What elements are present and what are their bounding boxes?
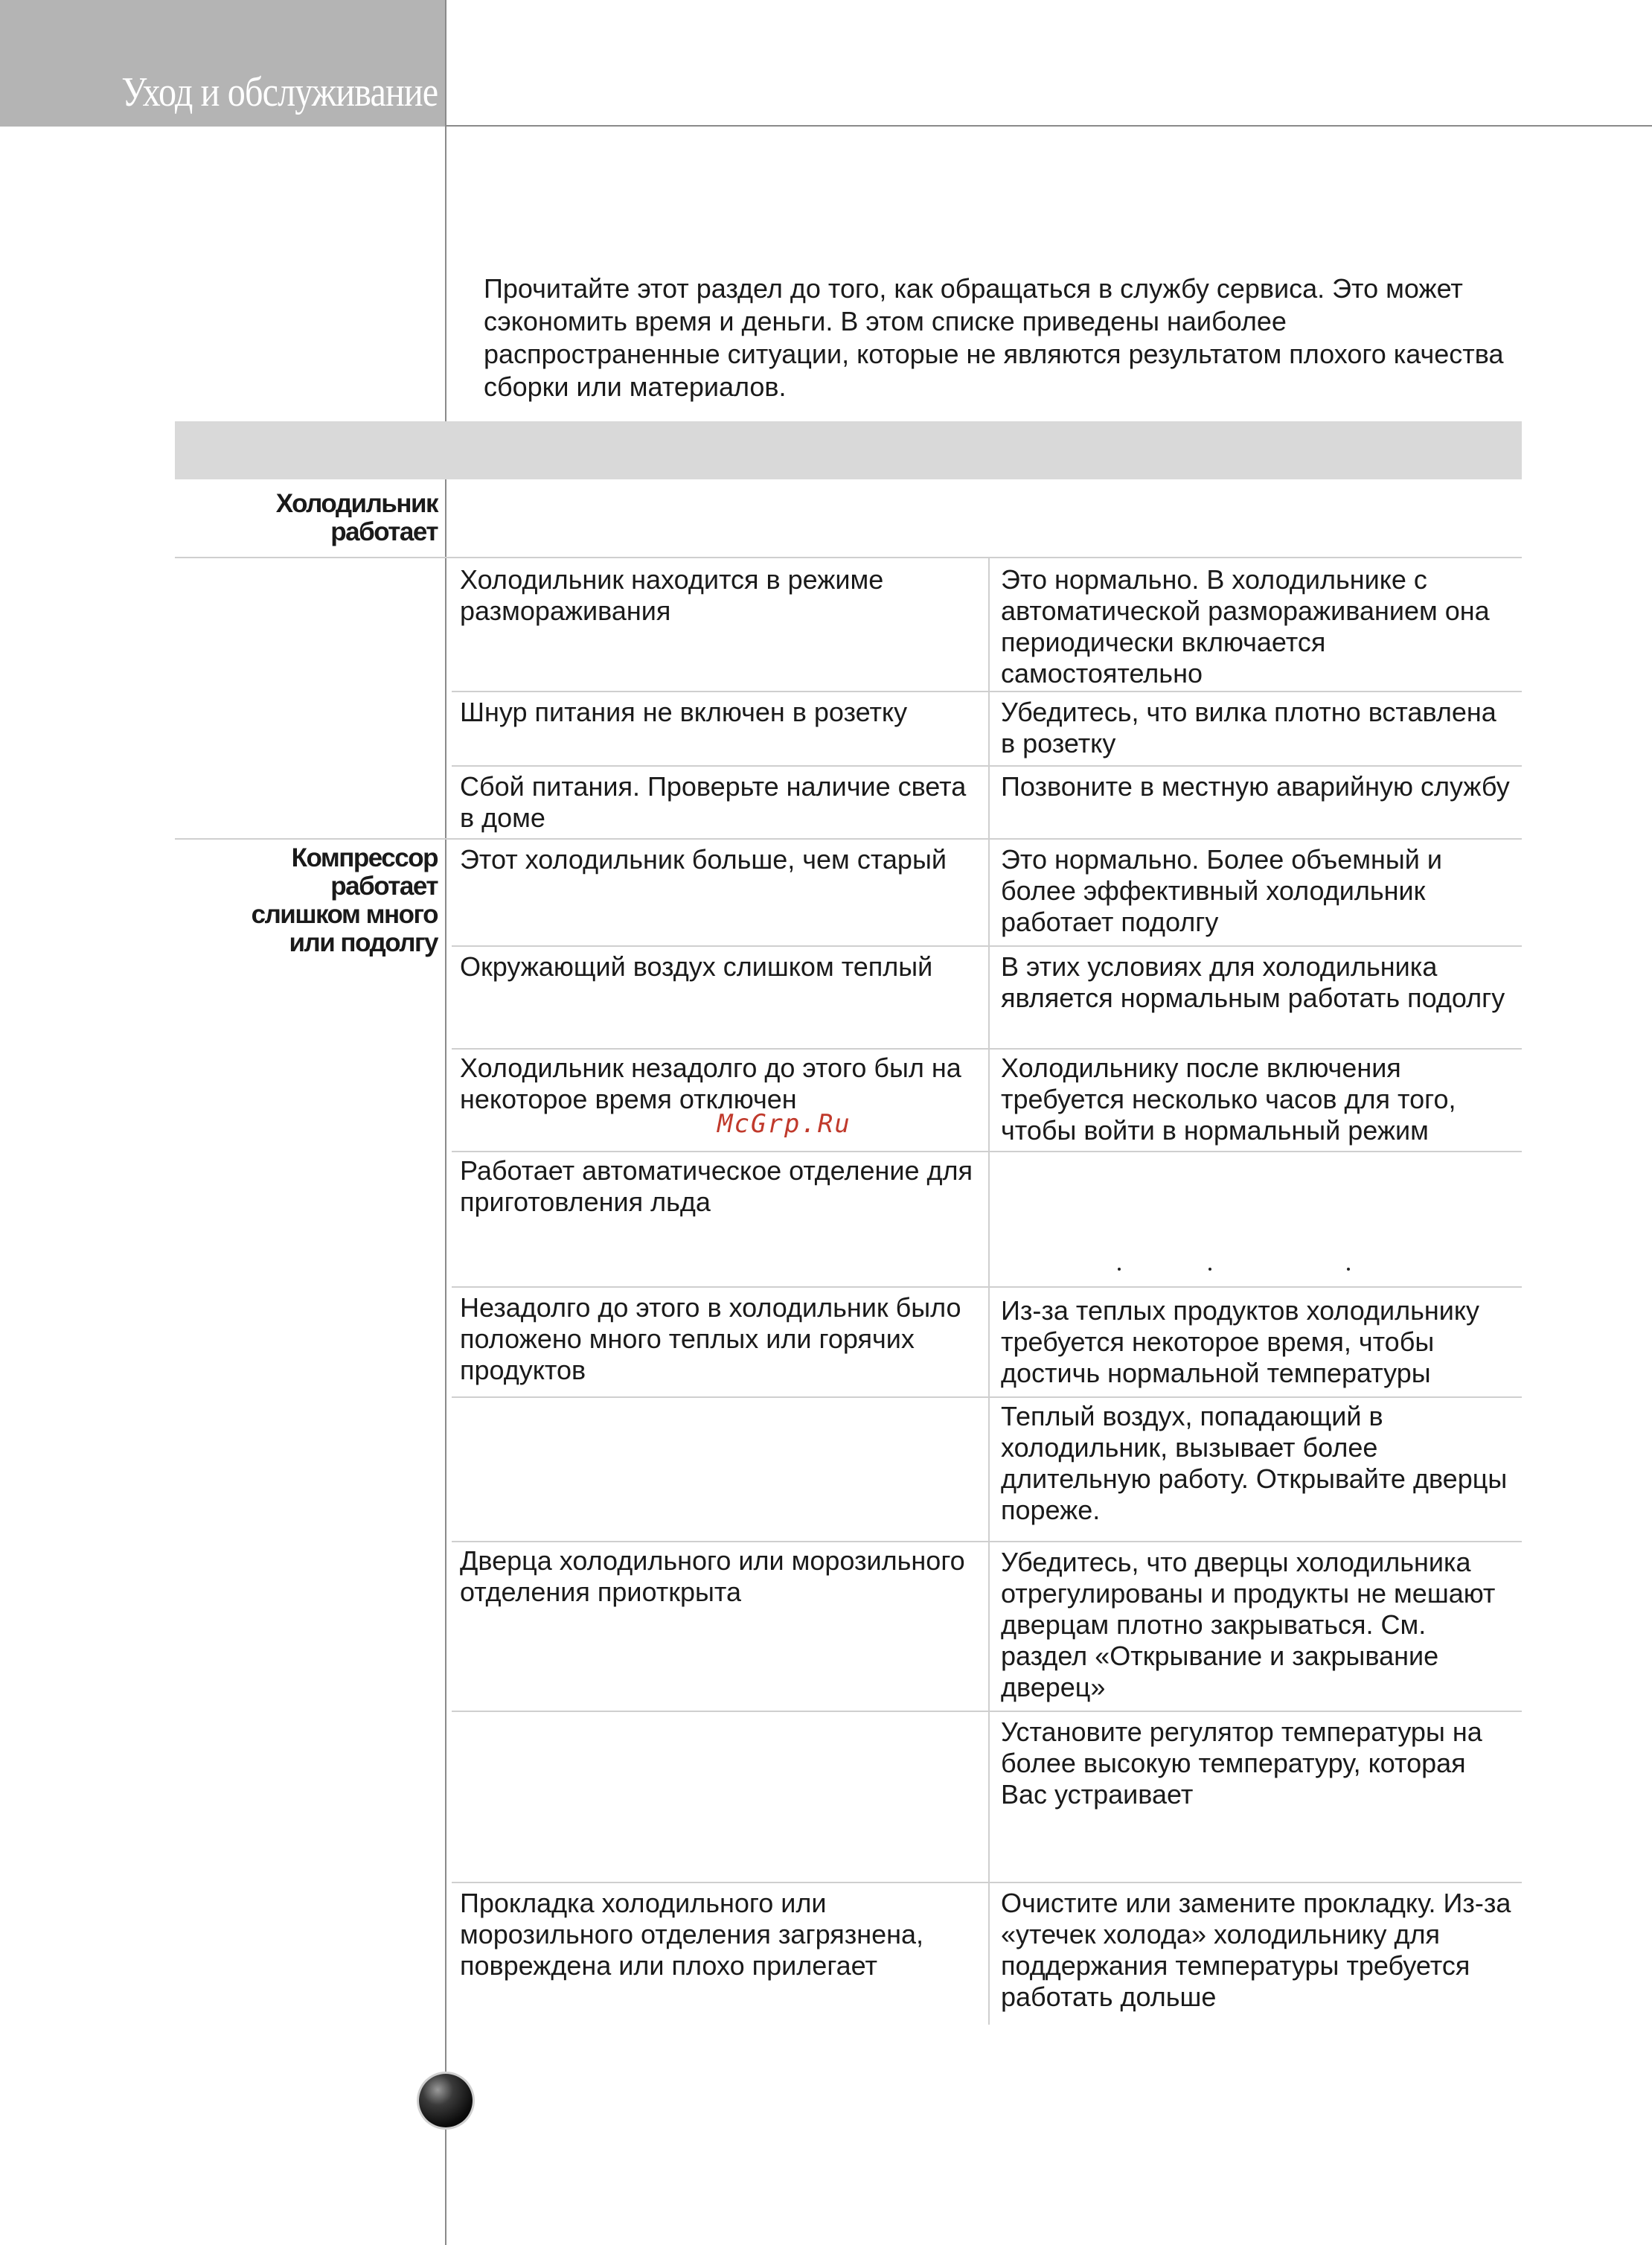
section-heading-line: работает (330, 872, 438, 901)
solution-cell: Установите регулятор температуры на более высокую температуру, которая Вас устраивает (1001, 1717, 1482, 1810)
solution-cell: Очистите или замените прокладку. Из-за «утечек холода» холодильнику для поддержания температуры требуется работать дольше (1001, 1888, 1511, 2012)
cause-cell: Окружающий воздух слишком теплый (460, 951, 933, 982)
row-divider (452, 1048, 1522, 1050)
section-heading-line: слишком много (251, 900, 438, 929)
stray-dot (1118, 1268, 1121, 1271)
solution-cell: Теплый воздух, попадающий в холодильник, вызывает более длительную работу. Открывайте дверцы пореже. (1001, 1401, 1508, 1525)
solution-cell: Позвоните в местную аварийную службу (1001, 771, 1510, 802)
table-header-band (175, 421, 1522, 479)
section-heading-line: работает (330, 517, 438, 546)
solution-cell: Убедитесь, что дверцы холодильника отрегулированы и продукты не мешают дверцам плотно закрываться. См. раздел «Открывание и закрывание дверец» (1001, 1547, 1496, 1702)
section-heading-refrigerator-works (175, 490, 438, 546)
row-divider (175, 557, 1522, 558)
watermark: McGrp.Ru (717, 1109, 851, 1139)
cause-cell: Холодильник незадолго до этого был на некоторое время отключен (460, 1053, 961, 1114)
cause-cell: Этот холодильник больше, чем старый (460, 844, 947, 875)
row-divider (452, 691, 1522, 692)
page-marker-icon (419, 2074, 473, 2127)
row-divider (452, 1286, 1522, 1288)
column-divider (988, 558, 990, 2025)
cause-cell: Незадолго до этого в холодильник было положено много теплых или горячих продуктов (460, 1292, 961, 1385)
header-tab (0, 0, 445, 127)
solution-cell: Это нормально. Более объемный и более эффективный холодильник работает подолгу (1001, 844, 1442, 937)
row-divider (452, 1396, 1522, 1398)
row-divider (452, 765, 1522, 767)
solution-cell: Холодильнику после включения требуется несколько часов для того, чтобы войти в нормальный режим (1001, 1053, 1456, 1146)
solution-cell: Из-за теплых продуктов холодильнику требуется некоторое время, чтобы достичь нормальной температуры (1001, 1295, 1480, 1388)
stray-dot (1208, 1268, 1211, 1271)
section-heading-compressor (175, 844, 438, 957)
cause-cell: Шнур питания не включен в розетку (460, 697, 908, 727)
intro-paragraph: Прочитайте этот раздел до того, как обращаться в службу сервиса. Это может сэкономить время и деньги. В этом списке приведены наиболее распространенные ситуации, которые не являются результатом плохого качества сборки или материалов. (484, 273, 1504, 402)
stray-dot (1347, 1268, 1350, 1271)
cause-cell: Дверца холодильного или морозильного отделения приоткрыта (460, 1545, 965, 1607)
row-divider (452, 1711, 1522, 1712)
cause-cell: Холодильник находится в режиме размораживания (460, 564, 884, 626)
section-heading-line: Холодильник (275, 489, 438, 518)
header-rule (445, 125, 1652, 127)
row-divider (452, 1882, 1522, 1883)
section-heading-line: или подолгу (289, 928, 438, 957)
header-title: Уход и обслуживание (121, 69, 438, 115)
solution-cell: Это нормально. В холодильнике с автоматической размораживанием она периодически включается самостоятельно (1001, 564, 1490, 689)
row-divider (175, 838, 1522, 840)
row-divider (452, 1541, 1522, 1542)
cause-cell: Работает автоматическое отделение для приготовления льда (460, 1155, 973, 1217)
cause-cell: Прокладка холодильного или морозильного отделения загрязнена, повреждена или плохо прилегает (460, 1888, 924, 1981)
section-heading-line: Компрессор (291, 843, 438, 872)
cause-cell: Сбой питания. Проверьте наличие света в доме (460, 771, 967, 833)
solution-cell: В этих условиях для холодильника является нормальным работать подолгу (1001, 951, 1505, 1013)
row-divider (452, 945, 1522, 947)
solution-cell: Убедитесь, что вилка плотно вставлена в розетку (1001, 697, 1496, 759)
vertical-rule (445, 0, 446, 2245)
row-divider (452, 1151, 1522, 1152)
